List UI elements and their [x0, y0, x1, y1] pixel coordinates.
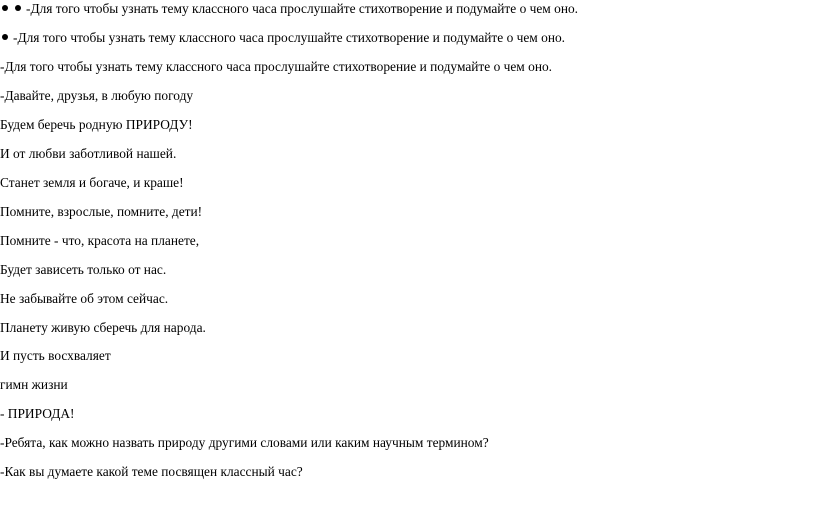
poem-line-3: И от любви заботливой нашей.	[0, 146, 177, 161]
poem-line-8: Не забывайте об этом сейчас.	[0, 291, 169, 306]
bullet-icon	[2, 34, 8, 40]
bullet-icon	[15, 5, 21, 11]
poem-line-4: Станет земля и богаче, и краше!	[0, 175, 184, 190]
poem-line-5: Помните, взрослые, помните, дети!	[0, 204, 203, 219]
poem-line-7: Будет зависеть только от нас.	[0, 262, 167, 277]
paragraph-text: -Для того чтобы узнать тему классного часа прослушайте стихотворение и подумайте о чем оно.	[13, 30, 566, 45]
poem-line-6: Помните - что, красота на планете,	[0, 233, 200, 248]
question-2: -Как вы думаете какой теме посвящен классный час?	[0, 464, 303, 479]
question-1: -Ребята, как можно назвать природу другими словами или каким научным термином?	[0, 435, 489, 450]
poem-line-1: -Давайте, друзья, в любую погоду	[0, 88, 194, 103]
bullet-icon	[2, 5, 8, 11]
poem-line-12: - ПРИРОДА!	[0, 406, 75, 421]
poem-line-11: гимн жизни	[0, 377, 68, 392]
poem-line-2: Будем беречь родную ПРИРОДУ!	[0, 117, 193, 132]
paragraph-3: -Для того чтобы узнать тему классного часа прослушайте стихотворение и подумайте о чем оно.	[0, 59, 553, 74]
paragraph-1	[0, 0, 578, 19]
paragraph-2	[0, 28, 565, 48]
poem-line-10: И пусть восхваляет	[0, 348, 111, 363]
paragraph-text: -Для того чтобы узнать тему классного часа прослушайте стихотворение и подумайте о чем оно.	[26, 1, 579, 16]
poem-line-9: Планету живую сберечь для народа.	[0, 320, 206, 335]
